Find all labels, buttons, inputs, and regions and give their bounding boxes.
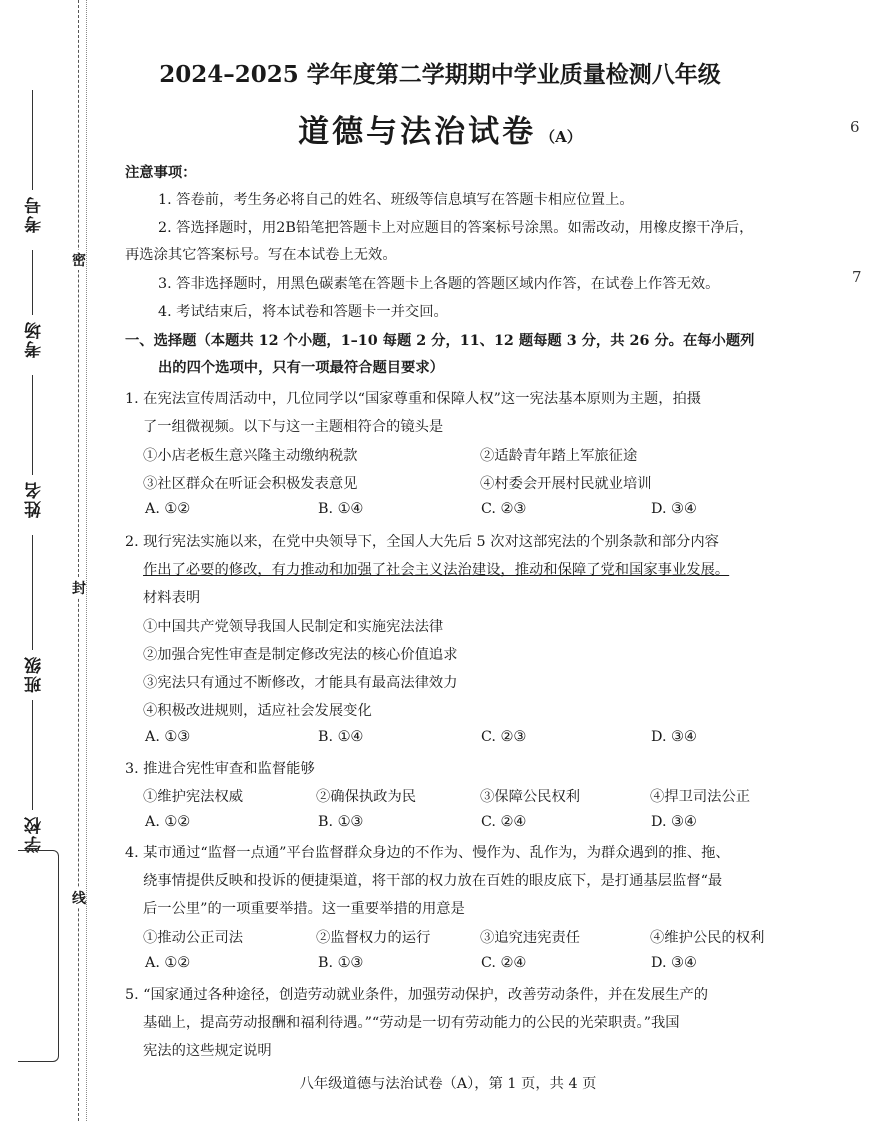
name-blank bbox=[32, 375, 33, 475]
q4-option-c: C. ②④ bbox=[481, 955, 527, 971]
notice-item-3: 3. 答非选择题时，用黑色碳素笔在答题卡上各题的答题区域内作答，在试卷上作答无效。 bbox=[158, 276, 720, 292]
q5-stem-cont-2: 宪法的这些规定说明 bbox=[143, 1043, 272, 1059]
subject-title bbox=[0, 106, 870, 151]
exam-title: 2024–2025 学年度第二学期期中学业质量检测八年级 bbox=[159, 61, 721, 88]
notice-item-2-cont: 再选涂其它答案标号。写在本试卷上无效。 bbox=[125, 247, 397, 263]
q2-statement-2: ②加强合宪性审查是制定修改宪法的核心价值追求 bbox=[143, 647, 458, 663]
q2-statement-3: ③宪法只有通过不断修改，才能具有最高法律效力 bbox=[143, 675, 458, 691]
class-label: 班级 bbox=[25, 655, 45, 693]
binding-dashed-line-2 bbox=[86, 0, 87, 1121]
binding-dashed-line bbox=[78, 0, 79, 1121]
q1-statement-3: ③社区群众在听证会积极发表意见 bbox=[143, 476, 358, 492]
q2-statement-1: ①中国共产党领导我国人民制定和实施宪法法律 bbox=[143, 619, 444, 635]
exam-room-label: 考场 bbox=[25, 320, 45, 358]
q1-stem: 1. 在宪法宣传周活动中，几位同学以“国家尊重和保障人权”这一宪法基本原则为主题，拍摄 bbox=[125, 391, 702, 407]
q2-stem-cont: 作出了必要的修改，有力推动和加强了社会主义法治建设，推动和保障了党和国家事业发展。 bbox=[143, 562, 730, 578]
q1-option-b: B. ①④ bbox=[318, 501, 364, 517]
q3-option-b: B. ①③ bbox=[318, 814, 364, 830]
q2-option-a: A. ①③ bbox=[145, 729, 191, 745]
seal-feng: 封 bbox=[72, 578, 86, 598]
binding-bracket bbox=[18, 850, 59, 1062]
q4-option-a: A. ①② bbox=[145, 955, 191, 971]
q1-statement-4: ④村委会开展村民就业培训 bbox=[480, 476, 652, 492]
q3-option-d: D. ③④ bbox=[651, 814, 697, 830]
q5-stem: 5. “国家通过各种途径，创造劳动就业条件，加强劳动保护，改善劳动条件，并在发展生产的 bbox=[125, 987, 709, 1003]
q4-stem: 4. 某市通过“监督一点通”平台监督群众身边的不作为、慢作为、乱作为，为群众遇到的推、拖、 bbox=[125, 845, 730, 861]
q1-stem-cont: 了一组微视频。以下与这一主题相符合的镜头是 bbox=[143, 419, 444, 435]
q2-statement-4: ④积极改进规则，适应社会发展变化 bbox=[143, 703, 372, 719]
q1-option-d: D. ③④ bbox=[651, 501, 697, 517]
edge-mark-7: 7 bbox=[852, 268, 862, 286]
section1-title: 一、选择题（本题共 12 个小题，1–10 每题 2 分，11、12 题每题 3 分，共 26 分。在每小题列 bbox=[125, 333, 755, 349]
q1-statement-1: ①小店老板生意兴隆主动缴纳税款 bbox=[143, 448, 358, 464]
paper-version: （A） bbox=[540, 128, 582, 146]
school-label: 学校 bbox=[25, 815, 45, 853]
q3-statement-1: ①维护宪法权威 bbox=[143, 789, 244, 805]
q2-option-b: B. ①④ bbox=[318, 729, 364, 745]
q4-option-d: D. ③④ bbox=[651, 955, 697, 971]
q4-stem-cont-2: 后一公里”的一项重要举措。这一重要举措的用意是 bbox=[143, 901, 465, 917]
q2-stem: 2. 现行宪法实施以来，在党中央领导下，全国人大先后 5 次对这部宪法的个别条款和部分内容 bbox=[125, 534, 719, 550]
q5-stem-cont: 基础上，提高劳动报酬和福利待遇。”“劳动是一切有劳动能力的公民的光荣职责。”我国 bbox=[143, 1015, 680, 1031]
q1-option-c: C. ②③ bbox=[481, 501, 527, 517]
q1-option-a: A. ①② bbox=[145, 501, 191, 517]
q4-stem-cont: 绕事情提供反映和投诉的便捷渠道，将干部的权力放在百姓的眼皮底下，是打通基层监督“最 bbox=[143, 873, 723, 889]
notice-item-2: 2. 答选择题时，用2B铅笔把答题卡上对应题目的答案标号涂黑。如需改动，用橡皮擦干净后， bbox=[158, 220, 754, 236]
q4-statement-4: ④维护公民的权利 bbox=[650, 930, 765, 946]
q2-option-d: D. ③④ bbox=[651, 729, 697, 745]
class-blank bbox=[32, 535, 33, 650]
section1-title-cont: 出的四个选项中，只有一项最符合题目要求） bbox=[158, 360, 444, 376]
q3-option-c: C. ②④ bbox=[481, 814, 527, 830]
q1-statement-2: ②适龄青年踏上军旅征途 bbox=[480, 448, 638, 464]
q3-statement-3: ③保障公民权利 bbox=[480, 789, 581, 805]
seal-xian: 线 bbox=[72, 888, 86, 908]
page-footer: 八年级道德与法治试卷（A），第 1 页，共 4 页 bbox=[299, 1076, 597, 1092]
q4-statement-1: ①推动公正司法 bbox=[143, 930, 244, 946]
q4-option-b: B. ①③ bbox=[318, 955, 364, 971]
edge-mark-6: 6 bbox=[850, 118, 860, 136]
exam-room-blank bbox=[32, 250, 33, 315]
q3-stem: 3. 推进合宪性审查和监督能够 bbox=[125, 761, 315, 777]
subject-name: 道德与法治试卷 bbox=[298, 114, 537, 150]
q4-statement-3: ③追究违宪责任 bbox=[480, 930, 581, 946]
q3-statement-4: ④捍卫司法公正 bbox=[650, 789, 751, 805]
q4-statement-2: ②监督权力的运行 bbox=[316, 930, 431, 946]
name-label: 姓名 bbox=[25, 480, 45, 518]
exam-number-label: 考号 bbox=[25, 195, 45, 233]
seal-mi: 密 bbox=[72, 250, 86, 270]
q3-statement-2: ②确保执政为民 bbox=[316, 789, 417, 805]
q2-stem-cont-2: 材料表明 bbox=[143, 590, 201, 606]
notice-item-4: 4. 考试结束后，将本试卷和答题卡一并交回。 bbox=[158, 304, 448, 320]
school-blank bbox=[32, 700, 33, 810]
notice-heading: 注意事项： bbox=[125, 165, 197, 181]
notice-item-1: 1. 答卷前，考生务必将自己的姓名、班级等信息填写在答题卡相应位置上。 bbox=[158, 192, 634, 208]
q2-option-c: C. ②③ bbox=[481, 729, 527, 745]
q3-option-a: A. ①② bbox=[145, 814, 191, 830]
